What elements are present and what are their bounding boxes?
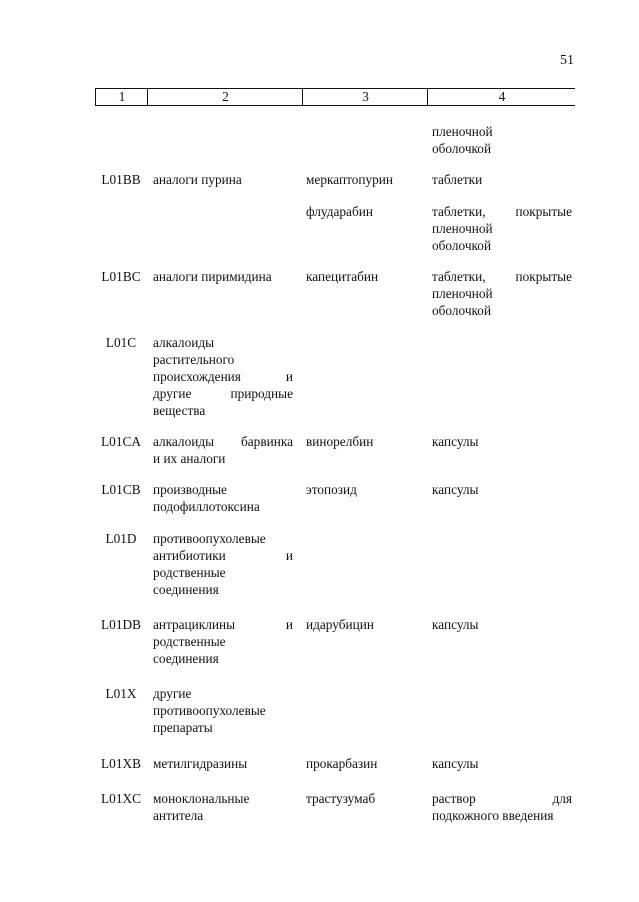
- header-col-3: 3: [302, 89, 428, 105]
- atc-code: L01CA: [101, 434, 141, 449]
- atc-code: L01CB: [101, 482, 141, 497]
- group-name-line: алкалоиды: [153, 335, 215, 350]
- dosage-form: [432, 203, 572, 254]
- table-header: [95, 88, 575, 106]
- atc-code: L01XC: [101, 791, 141, 806]
- group-name-line: противоопухолевые: [153, 531, 266, 546]
- group-name-line: другие природные: [153, 386, 293, 401]
- group-name: [153, 334, 293, 419]
- group-name: [153, 171, 293, 188]
- dosage-form-line: таблетки: [432, 172, 483, 187]
- header-col-4: 4: [427, 89, 576, 105]
- dosage-form-line: таблетки, покрытые: [432, 269, 572, 284]
- group-name-line: родственные: [153, 634, 226, 649]
- atc-code: L01XB: [101, 756, 141, 771]
- group-name-line: препараты: [153, 720, 213, 735]
- group-name-line: соединения: [153, 582, 219, 597]
- atc-code: L01DB: [101, 617, 141, 632]
- group-name-line: подофиллотоксина: [153, 499, 260, 514]
- group-name-line: аналоги пурина: [153, 172, 242, 187]
- group-name-line: происхождения и: [153, 369, 293, 384]
- group-name-line: антрациклины и: [153, 617, 293, 632]
- dosage-form: [432, 755, 572, 772]
- group-name-line: и их аналоги: [153, 451, 226, 466]
- dosage-form-line: капсулы: [432, 434, 479, 449]
- dosage-form-line: капсулы: [432, 756, 479, 771]
- atc-code: L01D: [105, 531, 137, 546]
- drug-name: этопозид: [306, 482, 357, 497]
- dosage-form-line: раствор для: [432, 791, 572, 806]
- group-name: [153, 755, 293, 772]
- group-name-line: антитела: [153, 808, 204, 823]
- group-name-line: родственные: [153, 565, 226, 580]
- dosage-form-line: пленочной: [432, 286, 493, 301]
- group-name-line: аналоги пиримидина: [153, 269, 272, 284]
- dosage-form: [432, 790, 572, 824]
- dosage-form: [432, 481, 572, 498]
- group-name-line: другие: [153, 686, 192, 701]
- dosage-form-line: оболочкой: [432, 238, 492, 253]
- group-name-line: метилгидразины: [153, 756, 248, 771]
- group-name: [153, 481, 293, 515]
- dosage-form-line: капсулы: [432, 482, 479, 497]
- group-name: [153, 268, 293, 285]
- group-name: [153, 616, 293, 667]
- group-name-line: соединения: [153, 651, 219, 666]
- group-name: [153, 790, 293, 824]
- group-name-line: антибиотики и: [153, 548, 293, 563]
- dosage-form: [432, 268, 572, 319]
- dosage-form-line: пленочной: [432, 124, 493, 139]
- atc-code: L01BC: [101, 269, 141, 284]
- group-name-line: алкалоиды барвинка: [153, 434, 293, 449]
- group-name-line: вещества: [153, 403, 206, 418]
- group-name: [153, 433, 293, 467]
- atc-code: L01X: [105, 686, 137, 701]
- drug-name: винорелбин: [306, 434, 374, 449]
- group-name-line: растительного: [153, 352, 235, 367]
- header-col-2: 2: [147, 89, 303, 105]
- dosage-form-line: пленочной: [432, 221, 493, 236]
- dosage-form: [432, 123, 572, 157]
- drug-name: идарубицин: [306, 617, 374, 632]
- drug-name: меркаптопурин: [306, 172, 393, 187]
- page-number: 51: [560, 53, 574, 68]
- group-name-line: моноклональные: [153, 791, 250, 806]
- dosage-form-line: оболочкой: [432, 141, 492, 156]
- drug-name: капецитабин: [306, 269, 379, 284]
- atc-code: L01BB: [101, 172, 141, 187]
- drug-name: трастузумаб: [306, 791, 376, 806]
- atc-code: L01C: [105, 335, 137, 350]
- dosage-form: [432, 616, 572, 633]
- dosage-form-line: таблетки, покрытые: [432, 204, 572, 219]
- drug-name: флударабин: [306, 204, 373, 219]
- dosage-form-line: подкожного введения: [432, 808, 554, 823]
- group-name-line: производные: [153, 482, 227, 497]
- group-name-line: противоопухолевые: [153, 703, 266, 718]
- group-name: [153, 685, 293, 736]
- dosage-form-line: капсулы: [432, 617, 479, 632]
- group-name: [153, 530, 293, 598]
- dosage-form: [432, 433, 572, 450]
- header-col-1: 1: [95, 89, 148, 105]
- drug-name: прокарбазин: [306, 756, 378, 771]
- dosage-form-line: оболочкой: [432, 303, 492, 318]
- dosage-form: [432, 171, 572, 188]
